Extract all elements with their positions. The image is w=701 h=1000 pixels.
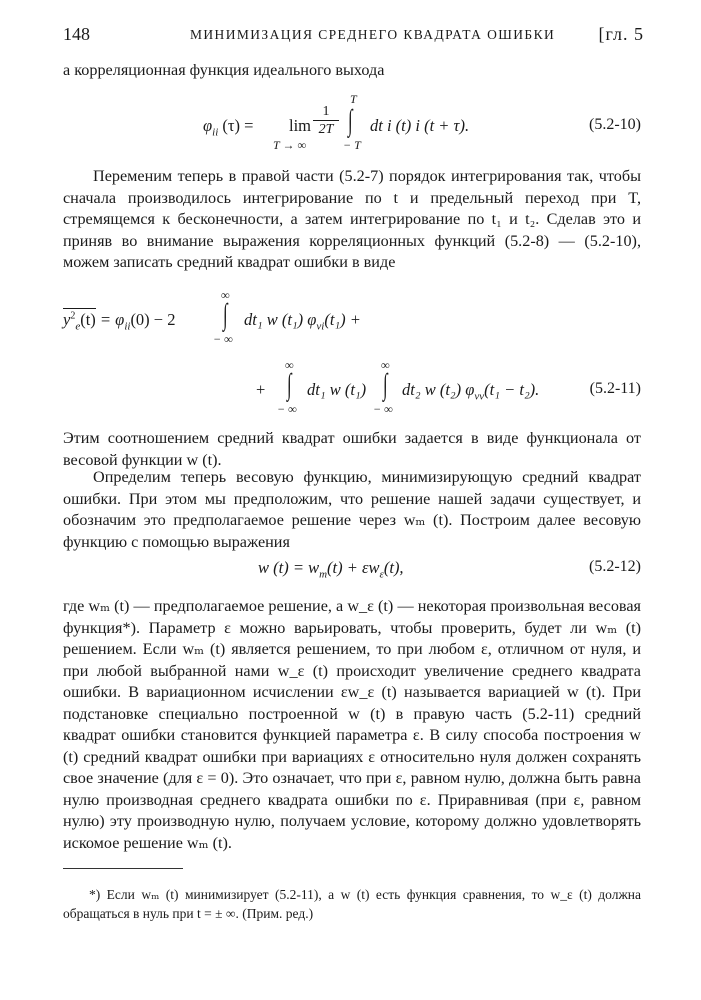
eq11b-phi-sub: vv xyxy=(474,390,485,403)
integral-icon: ∫ xyxy=(287,368,292,401)
eq12-body: w (t) = w xyxy=(258,558,320,577)
eq11b-lead: + xyxy=(256,380,266,399)
eq12-sub-m: m xyxy=(319,568,328,581)
eq11-phi2-sub: vi xyxy=(316,320,325,333)
page-number: 148 xyxy=(63,24,90,44)
eq10-lim-sub: T → ∞ xyxy=(273,138,307,152)
eq11b-int2-upper: ∞ xyxy=(381,358,390,372)
equation-5-2-10 xyxy=(63,94,641,158)
eq11-phi-sub: ii xyxy=(124,320,131,333)
eq10-lim: lim xyxy=(289,116,312,135)
integral-icon: ∫ xyxy=(348,104,353,137)
equation-5-2-12 xyxy=(63,558,641,584)
integral-icon: ∫ xyxy=(383,368,388,401)
eq10-frac-den: 2T xyxy=(318,122,334,137)
chapter-marker: [гл. 5 xyxy=(598,24,644,44)
eq10-lhs-arg: (τ) = xyxy=(222,116,254,135)
eq11b-body2: dt₂ w (t₂) φ xyxy=(402,380,475,399)
eq10-fraction xyxy=(313,104,339,137)
eq10-int-upper: T xyxy=(350,92,357,106)
eq10-label: (5.2-10) xyxy=(589,116,641,133)
eq11-label: (5.2-11) xyxy=(589,380,641,397)
equation-5-2-11-line-2 xyxy=(63,360,641,418)
paragraph-3: Определим теперь весовую функцию, минимизирующую средний квадрат ошибки. При этом мы предположим, что решение нашей задачи существует, и обозначим это предполагаемое решение через wₘ (t). Построим далее весовую функцию с помощью выражения xyxy=(63,468,641,551)
eq11-int-lower: − ∞ xyxy=(213,332,233,346)
eq11b-body1: dt₁ w (t₁) xyxy=(307,380,367,399)
paragraph-2: Этим соотношением средний квадрат ошибки задается в виде функционала от весовой функции w (t). xyxy=(63,429,641,469)
eq10-lhs: φ xyxy=(203,116,213,135)
eq11b-int2-lower: − ∞ xyxy=(373,402,393,416)
eq11-body-end: (t₁) + xyxy=(324,310,361,329)
integral-icon: ∫ xyxy=(223,298,228,331)
eq11-lhs-arg: = φ xyxy=(95,310,125,329)
eq11-int-upper: ∞ xyxy=(221,288,230,302)
eq12-sub-eps: ε xyxy=(379,568,384,581)
page-header xyxy=(63,24,644,48)
eq12-label: (5.2-12) xyxy=(589,558,641,575)
eq11-phi-arg: (0) − 2 xyxy=(130,310,176,329)
eq10-int-lower: − T xyxy=(343,138,361,152)
eq10-lhs-sub: ii xyxy=(212,126,219,139)
equation-5-2-11-line-1 xyxy=(63,290,641,348)
eq12-end: (t), xyxy=(383,558,404,577)
eq11-lhs: $y^2_e(t)$ xyxy=(63,310,96,333)
eq11-body: dt₁ w (t₁) φ xyxy=(244,310,317,329)
eq11b-body2-end: (t₁ − t₂). xyxy=(484,380,540,399)
footnote-separator xyxy=(63,868,183,869)
footnote: *) Если wₘ (t) минимизирует (5.2-11), а w (t) есть функция сравнения, то w_ε (t) должна обращаться в нуль при t = ± ∞. (Прим. ред.) xyxy=(63,887,641,921)
paragraph-4: где wₘ (t) — предполагаемое решение, а w_ε (t) — некоторая произвольная весовая функция*). Параметр ε можно варьировать, чтобы проверить, будет ли wₘ (t) решением. Если wₘ (t) является решением, то при любом ε, отличном от нуля, и при любой выбранной нами w_ε (t) происходит увеличение среднего квадрата ошибки. В вариационном исчислении εw_ε (t) называется вариацией w (t). При подстановке специально построенной w (t) в правую часть (5.2-11) средний квадрат ошибки становится функцией параметра ε. В силу способа построения w (t) средний квадрат ошибки при вариациях ε относительно нуля должен сохранять свое значение (для ε = 0). Это означает, что при ε, равном нулю, должна быть равна нулю производная среднего квадрата ошибки по ε. Приравнивая (при ε, равном нулю) эту производную нулю, получаем условие, которому должно удовлетворять искомое решение wₘ (t). xyxy=(63,597,641,852)
eq10-body: dt i (t) i (t + τ). xyxy=(370,116,470,135)
lead-in-line: а корреляционная функция идеального выхода xyxy=(63,61,385,79)
eq11b-int1-upper: ∞ xyxy=(285,358,294,372)
running-title: МИНИМИЗАЦИЯ СРЕДНЕГО КВАДРАТА ОШИБКИ xyxy=(190,27,556,42)
paragraph-1: Переменим теперь в правой части (5.2-7) порядок интегрирования так, чтобы сначала производилось интегрирование по t и предельный переход при T, стремящемся к бесконечности, а затем интегрирование по t₁ и t₂. Сделав это и приняв во внимание выражения корреляционных функций (5.2-8) — (5.2-10), можем записать средний квадрат ошибки в виде xyxy=(63,167,641,271)
eq10-frac-num: 1 xyxy=(322,104,330,119)
eq11b-int1-lower: − ∞ xyxy=(277,402,297,416)
eq12-mid: (t) + εw xyxy=(327,558,380,577)
